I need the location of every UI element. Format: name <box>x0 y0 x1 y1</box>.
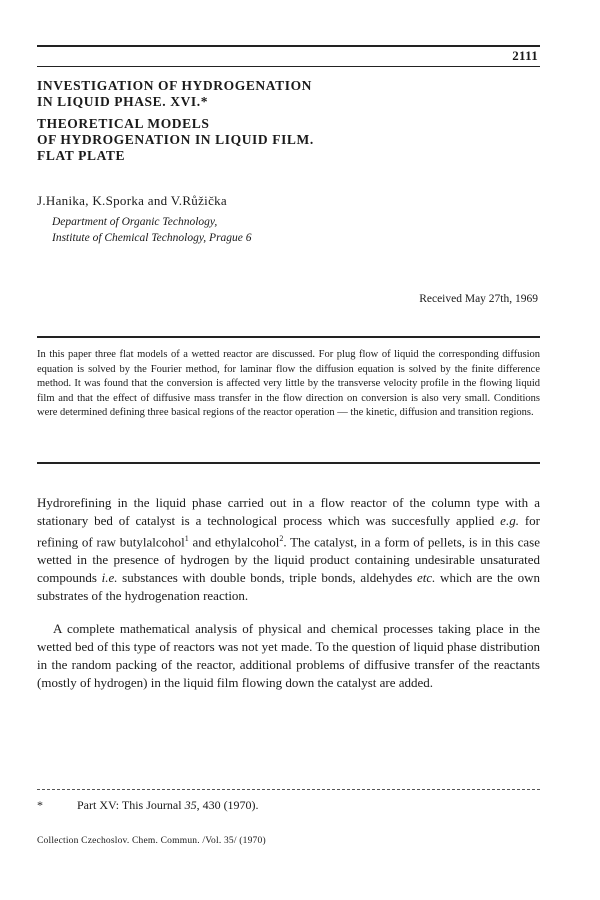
abstract-top-rule <box>37 336 540 338</box>
authors: J.Hanika, K.Sporka and V.Růžička <box>37 193 228 208</box>
affiliation-institute: Institute of Chemical Technology, Prague 6 <box>52 232 252 244</box>
page-number: 2111 <box>512 48 538 63</box>
title-line: IN LIQUID PHASE. XVI.* <box>37 94 209 109</box>
reference-marker: 1 <box>184 534 189 543</box>
article-title <box>37 78 517 164</box>
footnote-mark: * <box>37 798 43 812</box>
title-line: INVESTIGATION OF HYDROGENATION <box>37 78 313 93</box>
affiliation-department: Department of Organic Technology, <box>52 216 218 228</box>
reference-marker: 2 <box>279 534 284 543</box>
footnote: * Part XV: This Journal 35, 430 (1970). <box>37 798 259 812</box>
body-paragraph: A complete mathematical analysis of physical and chemical processes taking place in the wetted bed of this type of reactors was not yet made. To the question of liquid phase distribution in the random packing of the reactor, additional problems of diffusive transfer of the reactants (mostly of hydrogen) in the liquid film flowing down the catalyst are added. <box>37 621 540 690</box>
abstract: In this paper three flat models of a wetted reactor are discussed. For plug flow of liquid the corresponding diffusion equation is solved by the Fourier method, for laminar flow the diffusion equation is solved by the finite difference method. It was found that the conversion is affected very little by the transverse velocity profile in the flowing liquid film and that the effect of diffusive mass transfer in the flow direction on conversion is also very small. Conditions were determined defining three basical regions of the reactor operation — the kinetic, diffusion and transition regions. <box>37 349 540 419</box>
abstract-bottom-rule <box>37 462 540 464</box>
subtitle-line: OF HYDROGENATION IN LIQUID FILM. <box>37 132 314 147</box>
received-date: Received May 27th, 1969 <box>419 293 538 305</box>
subtitle-line: THEORETICAL MODELS <box>37 116 210 131</box>
header-underline <box>37 66 540 67</box>
footnote-rule <box>37 789 540 790</box>
subtitle-line: FLAT PLATE <box>37 148 126 163</box>
journal-citation-footer: Collection Czechoslov. Chem. Commun. /Vol. 35/ (1970) <box>37 836 266 846</box>
body-paragraph: Hydrorefining in the liquid phase carried out in a flow reactor of the column type with a stationary bed of catalyst is a technological process which was succesfully applied e.g. for refining of raw butylalcohol$^1$ and ethylalcohol$^2$. The catalyst, in a form of pellets, is in this case wetted in the presence of hydrogen by the liquid product containing undesirable unsaturated compounds i.e. substances with double bonds, triple bonds, aldehydes etc. which are the own substrates of the hydrogenation reaction. <box>37 495 540 604</box>
header-rule <box>37 45 540 47</box>
